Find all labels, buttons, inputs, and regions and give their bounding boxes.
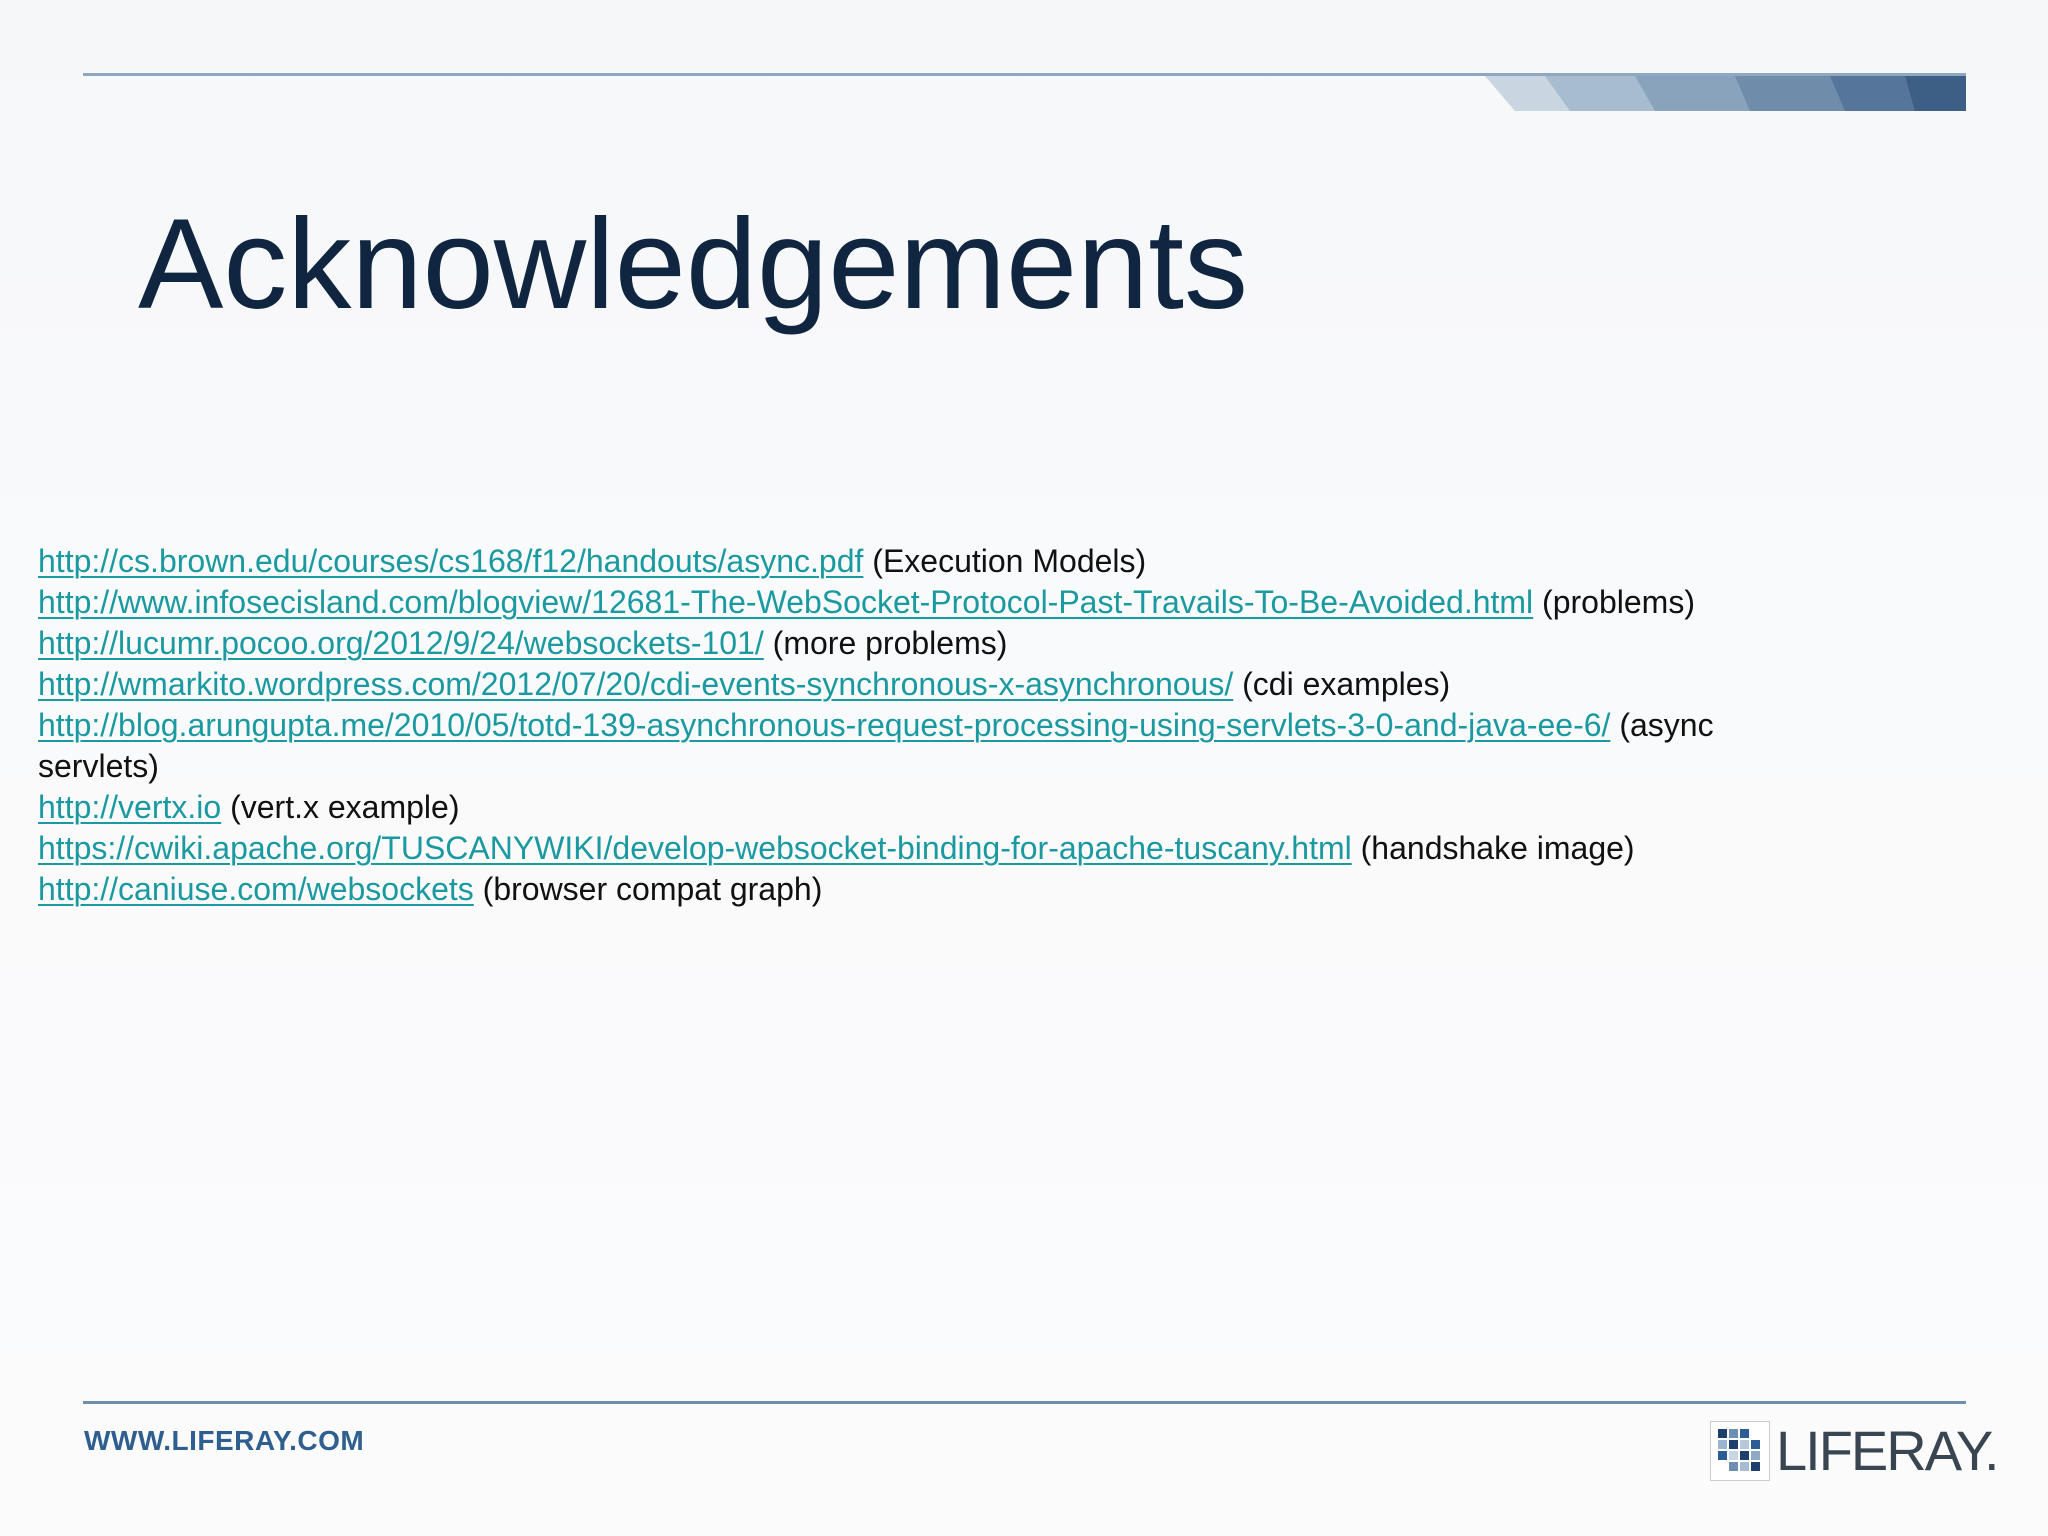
reference-item	[38, 705, 1838, 787]
reference-link[interactable]: https://cwiki.apache.org/TUSCANYWIKI/develop-websocket-binding-for-apache-tuscany.html	[38, 830, 1352, 866]
logo-wordmark: LIFERAY.	[1776, 1419, 1998, 1482]
reference-note: (vert.x example)	[230, 789, 460, 825]
reference-note: (problems)	[1542, 584, 1695, 620]
reference-link[interactable]: http://lucumr.pocoo.org/2012/9/24/websockets-101/	[38, 625, 764, 661]
bottom-rule	[83, 1401, 1966, 1404]
reference-link[interactable]: http://cs.brown.edu/courses/cs168/f12/handouts/async.pdf	[38, 543, 864, 579]
reference-item	[38, 623, 1838, 664]
reference-note: (Execution Models)	[872, 543, 1147, 579]
slide-title: Acknowledgements	[138, 193, 1248, 336]
footer-site-url: WWW.LIFERAY.COM	[84, 1425, 365, 1456]
reference-item	[38, 582, 1838, 623]
reference-item	[38, 828, 1838, 869]
reference-link[interactable]: http://caniuse.com/websockets	[38, 871, 474, 907]
liferay-pixel-logo-icon	[1710, 1421, 1770, 1481]
header-band	[1485, 76, 1966, 111]
reference-note: (more problems)	[772, 625, 1008, 661]
reference-link[interactable]: http://blog.arungupta.me/2010/05/totd-139-asynchronous-request-processing-using-servlets-3-0-and-java-ee-6/	[38, 707, 1611, 743]
reference-item	[38, 787, 1838, 828]
reference-item	[38, 664, 1838, 705]
reference-note: (browser compat graph)	[482, 871, 823, 907]
reference-list	[38, 541, 1838, 910]
reference-item	[38, 541, 1838, 582]
reference-link[interactable]: http://wmarkito.wordpress.com/2012/07/20/cdi-events-synchronous-x-asynchronous/	[38, 666, 1234, 702]
reference-link[interactable]: http://www.infosecisland.com/blogview/12681-The-WebSocket-Protocol-Past-Travails-To-Be-Avoided.html	[38, 584, 1534, 620]
reference-link[interactable]: http://vertx.io	[38, 789, 222, 825]
reference-note: (cdi examples)	[1242, 666, 1451, 702]
reference-note: (async servlets)	[38, 707, 1714, 784]
liferay-logo	[1710, 1418, 1998, 1484]
reference-note: (handshake image)	[1360, 830, 1635, 866]
reference-item	[38, 869, 1838, 910]
